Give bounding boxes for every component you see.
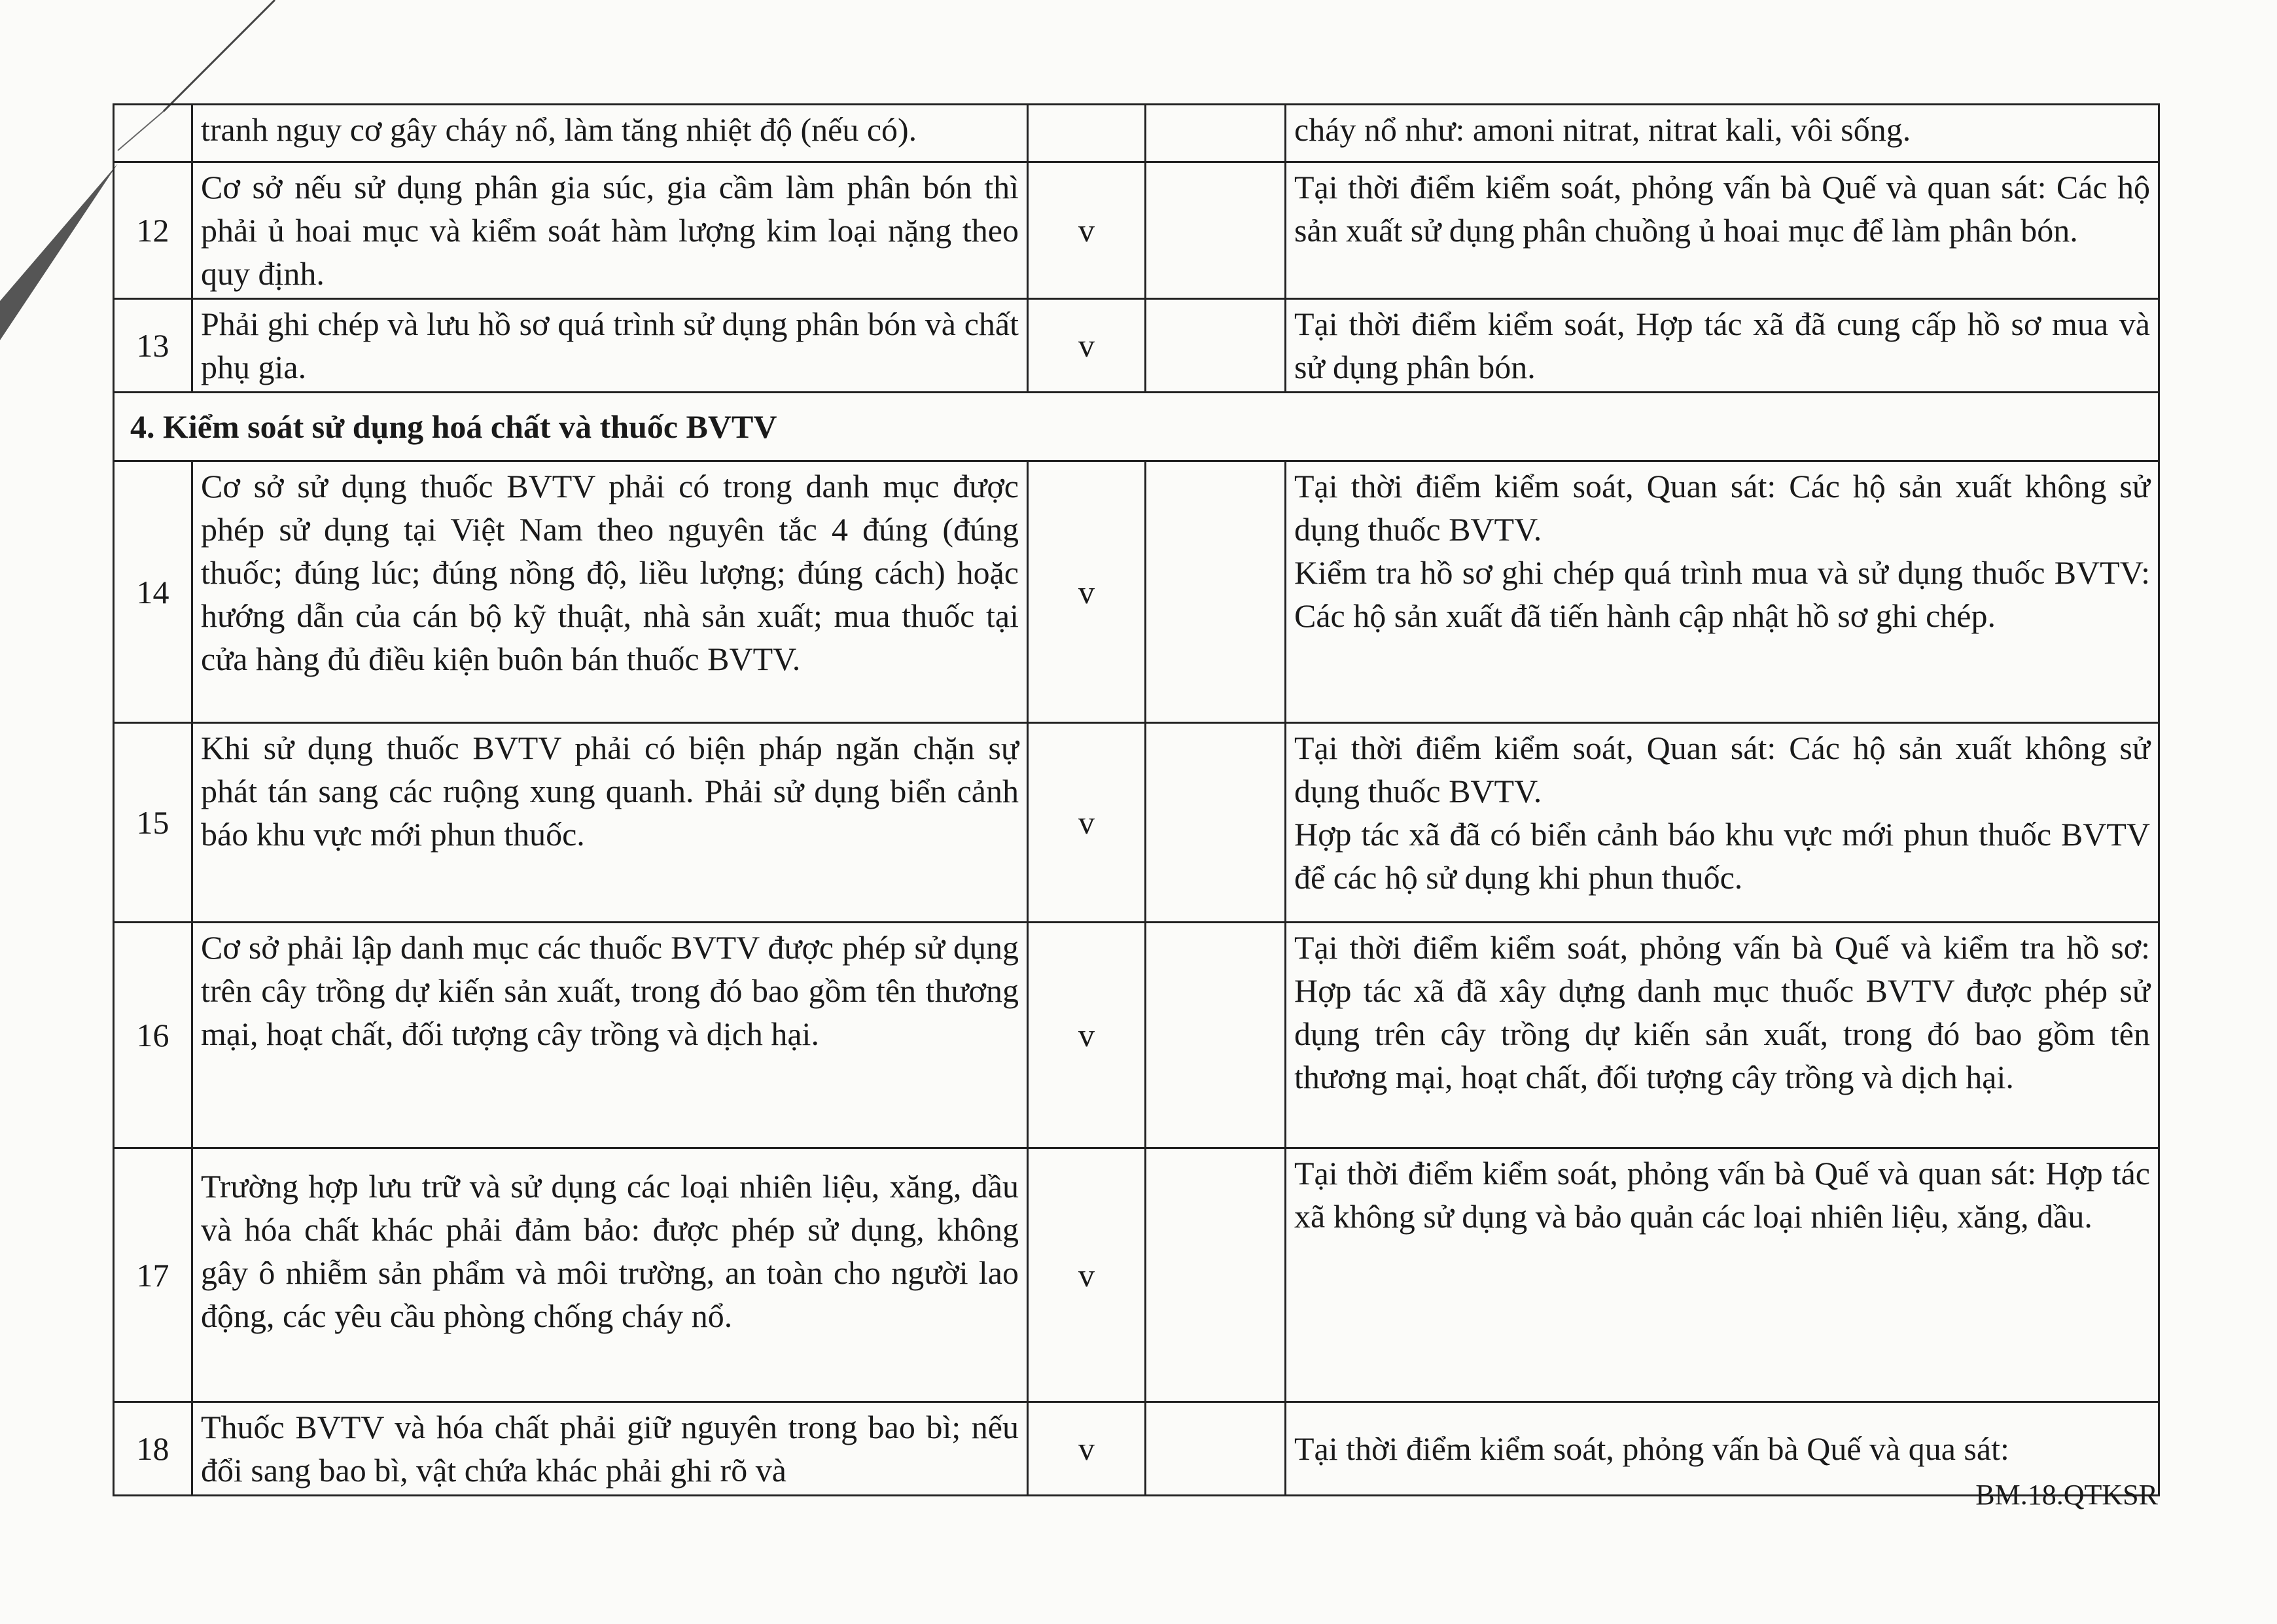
check-yes-cell: v (1028, 162, 1146, 299)
check-no-cell (1146, 299, 1286, 393)
table-row (114, 1148, 2159, 1402)
note-paragraph: Tại thời điểm kiểm soát, Quan sát: Các hộ sản xuất không sử dụng thuốc BVTV. (1294, 730, 2150, 809)
row-number: 12 (114, 162, 192, 299)
check-no-cell (1146, 162, 1286, 299)
requirement-cell: Khi sử dụng thuốc BVTV phải có biện pháp ngăn chặn sự phát tán sang các ruộng xung quanh. Phải sử dụng biển cảnh báo khu vực mới phun thuốc. (192, 723, 1028, 923)
table-row (114, 1402, 2159, 1496)
check-yes-cell: v (1028, 723, 1146, 923)
requirement-cell: Cơ sở sử dụng thuốc BVTV phải có trong danh mục được phép sử dụng tại Việt Nam theo nguyên tắc 4 đúng (đúng thuốc; đúng lúc; đúng nồng độ, liều lượng; đúng cách) hoặc hướng dẫn của cán bộ kỹ thuật, nhà sản xuất; mua thuốc tại cửa hàng đủ điều kiện buôn bán thuốc BVTV. (192, 461, 1028, 723)
note-paragraph: cháy nổ như: amoni nitrat, nitrat kali, vôi sống. (1294, 111, 1911, 148)
notes-cell (1286, 723, 2159, 923)
notes-cell (1286, 105, 2159, 162)
requirement-cell: Phải ghi chép và lưu hồ sơ quá trình sử dụng phân bón và chất phụ gia. (192, 299, 1028, 393)
check-yes-cell: v (1028, 299, 1146, 393)
check-no-cell (1146, 923, 1286, 1148)
note-paragraph: Tại thời điểm kiểm soát, Quan sát: Các hộ sản xuất không sử dụng thuốc BVTV. (1294, 468, 2150, 548)
requirement-cell: Cơ sở phải lập danh mục các thuốc BVTV được phép sử dụng trên cây trồng dự kiến sản xuất, trong đó bao gồm tên thương mại, hoạt chất, đối tượng cây trồng và dịch hại. (192, 923, 1028, 1148)
table-row (114, 923, 2159, 1148)
section-title: 4. Kiểm soát sử dụng hoá chất và thuốc BVTV (114, 393, 2159, 461)
check-yes-cell: v (1028, 461, 1146, 723)
note-paragraph: Tại thời điểm kiểm soát, phỏng vấn bà Quế và quan sát: Các hộ sản xuất sử dụng phân chuồng ủ hoai mục để làm phân bón. (1294, 169, 2150, 249)
row-number: 16 (114, 923, 192, 1148)
notes-cell (1286, 162, 2159, 299)
note-paragraph: Kiểm tra hồ sơ ghi chép quá trình mua và sử dụng thuốc BVTV: Các hộ sản xuất đã tiến hành cập nhật hồ sơ ghi chép. (1294, 554, 2150, 634)
notes-cell (1286, 923, 2159, 1148)
table-row (114, 299, 2159, 393)
check-no-cell (1146, 1402, 1286, 1496)
table-row (114, 162, 2159, 299)
check-yes-cell (1028, 105, 1146, 162)
table-row (114, 723, 2159, 923)
note-paragraph: Tại thời điểm kiểm soát, phỏng vấn bà Quế và kiểm tra hồ sơ: Hợp tác xã đã xây dựng danh mục thuốc BVTV được phép sử dụng trên cây trồng dự kiến sản xuất, trong đó bao gồm tên thương mại, hoạt chất, đối tượng cây trồng và dịch hại. (1294, 929, 2150, 1095)
row-number: 18 (114, 1402, 192, 1496)
table-row (114, 105, 2159, 162)
notes-cell (1286, 1148, 2159, 1402)
row-number: 15 (114, 723, 192, 923)
note-paragraph: Tại thời điểm kiểm soát, phỏng vấn bà Quế và qua sát: (1294, 1430, 2009, 1467)
check-yes-cell: v (1028, 1402, 1146, 1496)
note-paragraph: Tại thời điểm kiểm soát, phỏng vấn bà Quế và quan sát: Hợp tác xã không sử dụng và bảo quản các loại nhiên liệu, xăng, dầu. (1294, 1155, 2150, 1235)
requirement-cell: Cơ sở nếu sử dụng phân gia súc, gia cầm làm phân bón thì phải ủ hoai mục và kiểm soát hàm lượng kim loại nặng theo quy định. (192, 162, 1028, 299)
notes-cell (1286, 299, 2159, 393)
check-no-cell (1146, 1148, 1286, 1402)
notes-cell (1286, 461, 2159, 723)
row-number: 13 (114, 299, 192, 393)
form-code: BM.18.QTKSR (1975, 1479, 2158, 1511)
check-no-cell (1146, 461, 1286, 723)
row-number (114, 105, 192, 162)
section-row (114, 393, 2159, 461)
row-number: 17 (114, 1148, 192, 1402)
check-no-cell (1146, 105, 1286, 162)
requirement-cell: Trường hợp lưu trữ và sử dụng các loại nhiên liệu, xăng, dầu và hóa chất khác phải đảm bảo: được phép sử dụng, không gây ô nhiễm sản phẩm và môi trường, an toàn cho người lao động, các yêu cầu phòng chống cháy nổ. (192, 1148, 1028, 1402)
requirement-cell: tranh nguy cơ gây cháy nổ, làm tăng nhiệt độ (nếu có). (192, 105, 1028, 162)
check-no-cell (1146, 723, 1286, 923)
requirement-cell: Thuốc BVTV và hóa chất phải giữ nguyên trong bao bì; nếu đổi sang bao bì, vật chứa khác phải ghi rõ và (192, 1402, 1028, 1496)
check-yes-cell: v (1028, 923, 1146, 1148)
table-row (114, 461, 2159, 723)
note-paragraph: Hợp tác xã đã có biển cảnh báo khu vực mới phun thuốc BVTV để các hộ sử dụng khi phun thuốc. (1294, 816, 2150, 896)
row-number: 14 (114, 461, 192, 723)
check-yes-cell: v (1028, 1148, 1146, 1402)
inspection-checklist-table (113, 103, 2160, 1496)
note-paragraph: Tại thời điểm kiểm soát, Hợp tác xã đã cung cấp hồ sơ mua và sử dụng phân bón. (1294, 306, 2150, 385)
